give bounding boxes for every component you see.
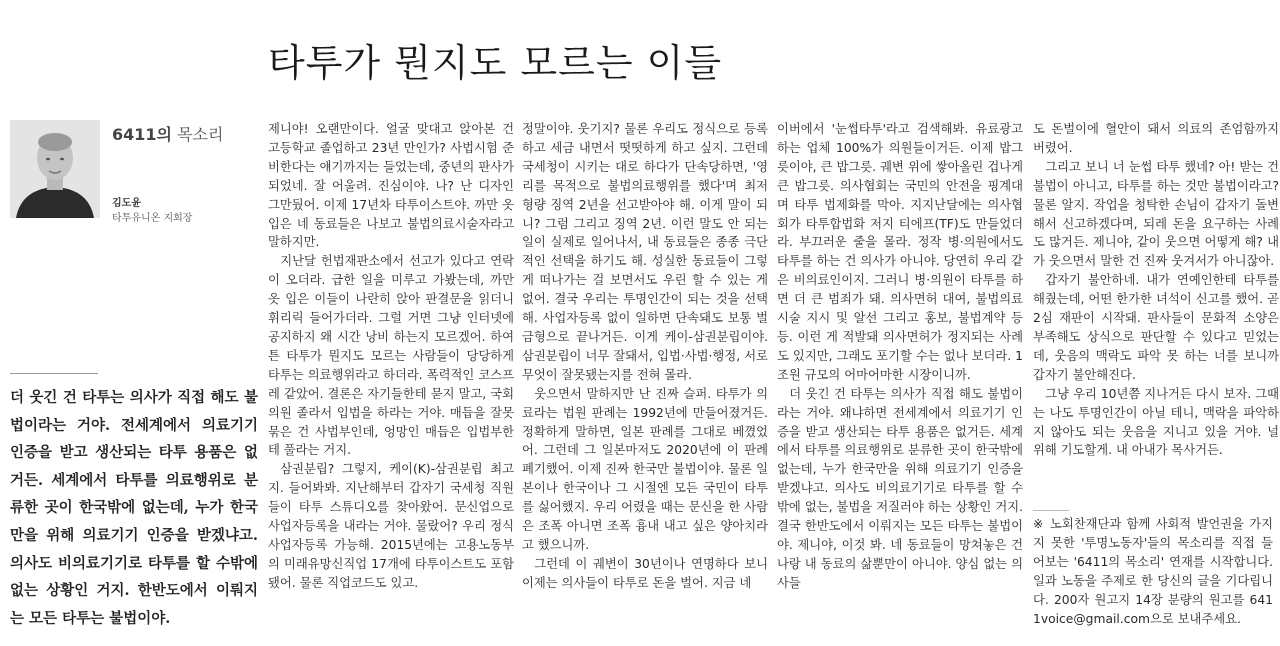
headline: 타투가 뭔지도 모르는 이들: [268, 41, 723, 85]
footnote: ※ 노회찬재단과 함께 사회적 발언권을 가지지 못한 '투명노동자'들의 목소리를 직접 들어보는 '6411의 목소리' 연재를 시작합니다. 일과 노동을 주제로 한 당신의 글을 기다립니다. 200자 원고지 14장 분량의 원고를 6411voice@gmail.com으로 보내주세요.: [1033, 517, 1273, 626]
paragraph: 제니야! 오랜만이다. 얼굴 맞대고 앉아본 건 고등학교 졸업하고 23년 만인가? 사법시험 준비한다는 얘기까지는 들었는데, 중년의 판사가 되었네. 잘 어울려. 진심이야. 나? 난 디자인 그만뒀어. 이제 17년차 타투이스트야. 까만 옷 입은 네 동료들은 나보고 불법의료시술자라고 말하지만.: [268, 122, 514, 250]
paragraph: 더 웃긴 건 타투는 의사가 직접 해도 불법이라는 거야. 왜냐하면 전세계에서 의료기기 인증을 받고 생산되는 타투 용품은 없거든. 세계에서 타투를 의료행위로 분류한 곳이 한국밖에 없는데, 누가 한국만을 위해 의료기기 인증을 받겠냐고. 의사도 비의료기기로 타투를 할 수밖에 없는, 불법을 저질러야 하는 상황인 거지. 결국 한반도에서 이뤄지는 모든 타투는 불법이야. 제니야, 이것 봐. 네 동료들이 망쳐놓은 건 나랑 내 동료의 삶뿐만이 아니야. 양심 없는 의사들: [777, 386, 1023, 590]
article-column-2: [522, 120, 768, 593]
paragraph: 이버에서 '눈썹타투'라고 검색해봐. 유료광고하는 업체 100%가 의원들이거든. 이제 밥그릇이야, 큰 밥그릇. 궤변 위에 쌓아올린 겁나게 큰 밥그릇. 의사협회는 국민의 안전을 핑계대며 타투 법제화를 막아. 지지난달에는 의사협회가 타투합법화 저지 티에프(TF)도 만들었더라. 부끄러운 줄을 몰라. 정작 병·의원에서도 타투를 하는 건 의사가 아니야. 당연히 우리 같은 비의료인이지. 그러니 병·의원이 타투를 하면 더 큰 범죄가 돼. 의사면허 대여, 불법의료시술 지시 및 알선 그리고 홍보, 불법계약 등등. 이런 게 적발돼 의사면허가 정지되는 사례도 있지만, 그래도 포기할 수는 없나 보더라. 1조원 규모의 어마어마한 시장이니까.: [777, 122, 1023, 382]
paragraph: 그리고 보니 너 눈썹 타투 했네? 아! 받는 건 불법이 아니고, 타투를 하는 것만 불법이라고? 물론 알지. 작업을 청탁한 손님이 갑자기 돌변해서 신고하겠다며, 되레 돈을 요구하는 사례도 많거든. 제니야, 같이 웃으면 어떻게 해? 내가 웃으면서 말한 건 진짜 웃겨서가 아니잖아.: [1033, 159, 1279, 269]
author-portrait-icon: [10, 120, 100, 218]
pull-quote: 더 웃긴 건 타투는 의사가 직접 해도 불법이라는 거야. 전세계에서 의료기기 인증을 받고 생산되는 타투 용품은 없거든. 세계에서 타투를 의료행위로 분류한 곳이 한국밖에 없는데, 누가 한국만을 위해 의료기기 인증을 받겠냐고. 의사도 비의료기기로 타투를 할 수밖에 없는 상황인 거지. 한반도에서 이뤄지는 모든 타투는 불법이야.: [10, 389, 258, 627]
article-column-3: [777, 120, 1023, 593]
paragraph: 정말이야. 웃기지? 물론 우리도 정식으로 등록하고 세금 내면서 떳떳하게 하고 싶지. 그런데 국세청이 시키는 대로 하다가 단속당하면, '영리를 목적으로 불법의료행위를 했다'며 최저 형량 징역 2년을 선고받아야 해. 이게 말이 되니? 그럼 그리고 징역 2년. 이런 말도 안 되는 일이 실제로 일어나서, 내 동료들은 종종 극단적인 선택을 하기도 해. 성실한 동료들이 그렇게 떠나가는 걸 보면서도 우린 할 수 있는 게 없어. 결국 우리는 투명인간이 되는 것을 선택해. 사업자등록 없이 일하면 단속돼도 보통 벌금형으로 끝나거든. 이게 케이-삼권분립이야. 삼권분립이 너무 잘돼서, 입법·사법·행정, 서로 무엇이 잘못됐는지를 전혀 몰라.: [522, 122, 768, 382]
column-title-name: 목소리: [172, 125, 224, 144]
article-column-1: [268, 120, 514, 593]
paragraph: 웃으면서 말하지만 난 진짜 슬퍼. 타투가 의료라는 법원 판례는 1992년에 만들어졌거든. 정확하게 말하면, 일본 판례를 그대로 베꼈었어. 그런데 그 일본마저도 2020년에 이 판례 폐기했어. 이제 진짜 한국만 불법이야. 물론 일본이나 한국이나 그 시절엔 모든 국민이 타투를 싫어했지. 우리 어렸을 때는 문신을 한 사람은 조폭 아니면 조폭 흉내 내고 싶은 양아치라고 했으니까.: [522, 386, 768, 552]
paragraph: 그런데 이 궤변이 30년이나 연명하다 보니 이제는 의사들이 타투로 돈을 벌어. 지금 네: [522, 556, 768, 590]
author-role: 타투유니온 지회장: [112, 213, 193, 224]
paragraph: 도 돈벌이에 혈안이 돼서 의료의 존엄함까지 버렸어.: [1033, 122, 1279, 155]
paragraph: 지난달 헌법재판소에서 선고가 있다고 연락이 오더라. 급한 일을 미루고 가봤는데, 까만 옷 입은 이들이 나란히 앉아 판결문을 읽더니 휘리릭 들어가더라. 그럴 거면 그냥 인터넷에 공지하지 왜 시간 낭비 하는지 모르겠어. 하여튼 타투가 뭔지도 모르는 사람들이 당당하게 타투는 의료행위라고 하더라. 폭력적인 코스프레 같았어. 결론은 자기들한테 묻지 말고, 국회의원 졸라서 입법을 하라는 거야. 매듭을 잘못 묶은 건 사법부인데, 엉망인 매듭은 입법부한테 풀라는 거지.: [268, 254, 514, 458]
article-column-4: [1033, 120, 1279, 460]
paragraph: 갑자기 불안하네. 내가 연예인한테 타투를 해줬는데, 어떤 한가한 녀석이 신고를 했어. 곧 2심 재판이 시작돼. 판사들이 문화적 소양은 부족해도 상식으로 판단할 수 있다고 믿었는데, 웃음의 맥락도 파악 못 하는 너를 보니까 갑자기 불안해진다.: [1033, 273, 1279, 382]
column-title: [112, 122, 223, 145]
paragraph: 그냥 우리 10년쯤 지나거든 다시 보자. 그때는 나도 투명인간이 아닐 테니, 맥락을 파악하지 않아도 되는 웃음을 지니고 있을 거야. 널 위해 기도할게. 내 아내가 목사거든.: [1033, 386, 1279, 458]
column-title-number: 6411의: [112, 125, 172, 144]
author-name: 김도윤: [112, 198, 141, 209]
footnote-divider: [1033, 510, 1069, 511]
pull-quote-divider: [10, 373, 98, 374]
paragraph: 삼권분립? 그렇지, 케이(K)-삼권분립 최고지. 들어봐봐. 지난해부터 갑자기 국세청 직원들이 타투 스튜디오를 찾아왔어. 문신업으로 사업자등록을 내라는 거야. 물랐어? 우리 정식 사업자등록 가능해. 2015년에는 고용노동부의 미래유망신직업 17개에 타투이스트도 포함됐어. 물론 직업코드도 있고.: [268, 462, 514, 590]
author-photo: [10, 120, 100, 218]
